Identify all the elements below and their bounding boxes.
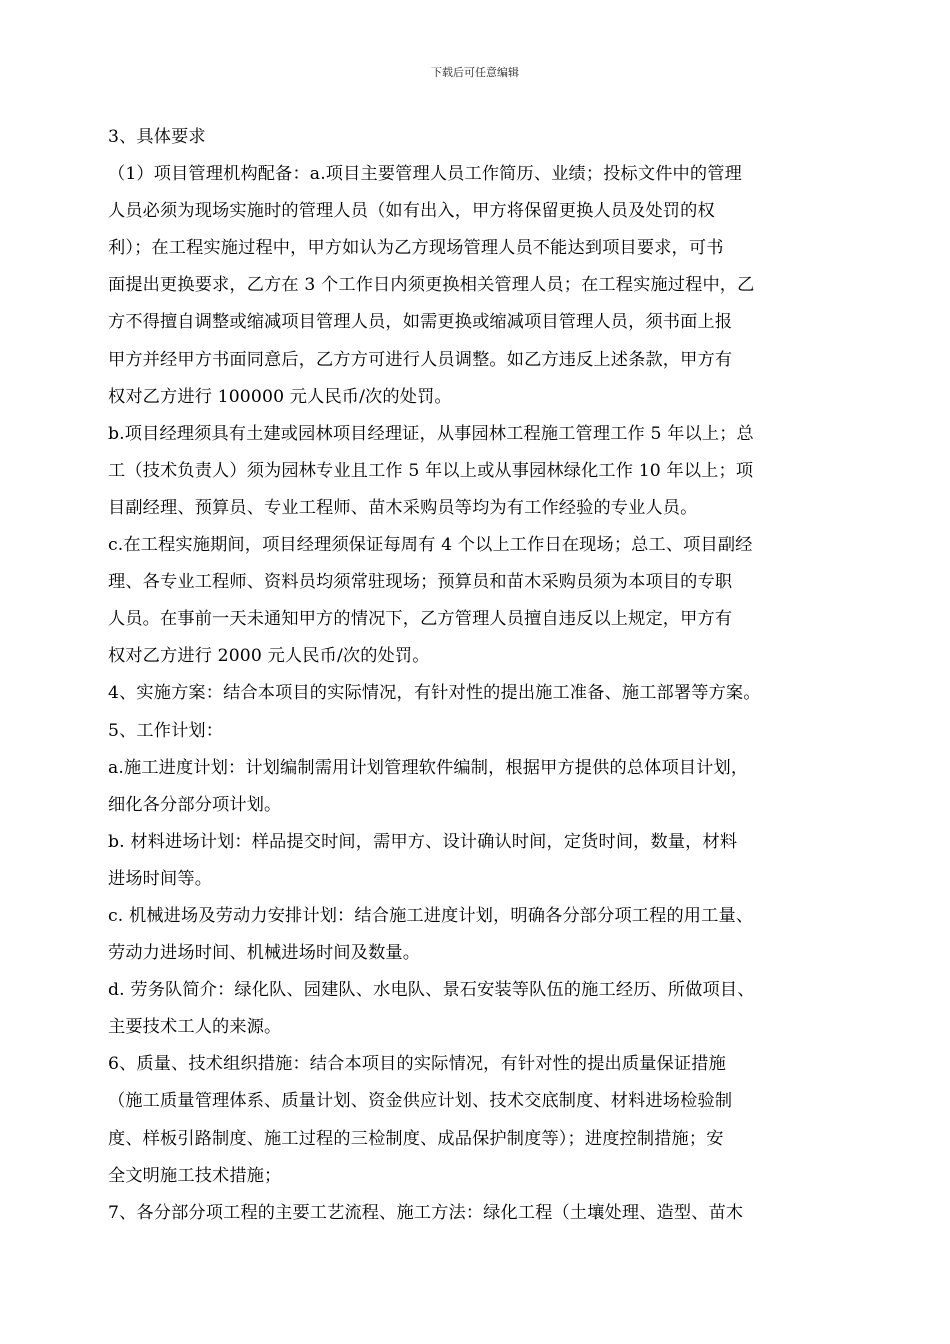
text-line: b.项目经理须具有土建或园林项目经理证，从事园林工程施工管理工作 5 年以上；总 bbox=[108, 423, 754, 444]
text-line: 利）；在工程实施过程中，甲方如认为乙方现场管理人员不能达到项目要求，可书 bbox=[108, 238, 724, 259]
text-line: （施工质量管理体系、质量计划、资金供应计划、技术交底制度、材料进场检验制 bbox=[108, 1091, 733, 1112]
text-line: 人员。在事前一天未通知甲方的情况下，乙方管理人员擅自违反以上规定，甲方有 bbox=[108, 609, 733, 630]
text-line: 4、实施方案：结合本项目的实际情况，有针对性的提出施工准备、施工部署等方案。 bbox=[108, 683, 761, 704]
text-line: 主要技术工人的来源。 bbox=[108, 1017, 282, 1038]
text-line: d. 劳务队简介：绿化队、园建队、水电队、景石安装等队伍的施工经历、所做项目、 bbox=[108, 980, 755, 1001]
text-line: 进场时间等。 bbox=[108, 868, 213, 889]
text-line: 权对乙方进行 100000 元人民币/次的处罚。 bbox=[108, 386, 452, 407]
text-line: 7、各分部分项工程的主要工艺流程、施工方法：绿化工程（土壤处理、造型、苗木 bbox=[108, 1202, 744, 1223]
text-line: c.在工程实施期间，项目经理须保证每周有 4 个以上工作日在现场；总工、项目副经 bbox=[108, 535, 753, 556]
text-line: 方不得擅自调整或缩减项目管理人员，如需更换或缩减项目管理人员，须书面上报 bbox=[108, 312, 733, 333]
text-line: b. 材料进场计划：样品提交时间，需甲方、设计确认时间，定货时间，数量，材料 bbox=[108, 831, 738, 852]
text-line: 目副经理、预算员、专业工程师、苗木采购员等均为有工作经验的专业人员。 bbox=[108, 497, 698, 518]
text-line: 度、样板引路制度、施工过程的三检制度、成品保护制度等）；进度控制措施；安 bbox=[108, 1128, 724, 1149]
text-line: 劳动力进场时间、机械进场时间及数量。 bbox=[108, 943, 421, 964]
text-line: 权对乙方进行 2000 元人民币/次的处罚。 bbox=[108, 646, 430, 667]
text-line: 理、各专业工程师、资料员均须常驻现场；预算员和苗木采购员须为本项目的专职 bbox=[108, 572, 733, 593]
text-line: 面提出更换要求，乙方在 3 个工作日内须更换相关管理人员；在工程实施过程中，乙 bbox=[108, 275, 755, 296]
text-line: （1）项目管理机构配备：a.项目主要管理人员工作简历、业绩；投标文件中的管理 bbox=[108, 164, 742, 185]
text-line: c. 机械进场及劳动力安排计划：结合施工进度计划，明确各分部分项工程的用工量、 bbox=[108, 905, 754, 926]
text-line: 甲方并经甲方书面同意后，乙方方可进行人员调整。如乙方违反上述条款，甲方有 bbox=[108, 349, 733, 370]
document-body bbox=[108, 122, 828, 1235]
text-line: 全文明施工技术措施； bbox=[108, 1165, 282, 1186]
text-line: a.施工进度计划：计划编制需用计划管理软件编制，根据甲方提供的总体项目计划， bbox=[108, 757, 749, 778]
text-line: 细化各分部分项计划。 bbox=[108, 794, 282, 815]
text-line: 6、质量、技术组织措施：结合本项目的实际情况，有针对性的提出质量保证措施 bbox=[108, 1054, 726, 1075]
text-line: 工（技术负责人）须为园林专业且工作 5 年以上或从事园林绿化工作 10 年以上；项 bbox=[108, 460, 754, 481]
page-header: 下载后可任意编辑 bbox=[431, 66, 519, 79]
text-line: 5、工作计划： bbox=[108, 720, 224, 741]
text-line: 人员必须为现场实施时的管理人员（如有出入，甲方将保留更换人员及处罚的权 bbox=[108, 201, 715, 222]
text-line: 3、具体要求 bbox=[108, 127, 206, 147]
